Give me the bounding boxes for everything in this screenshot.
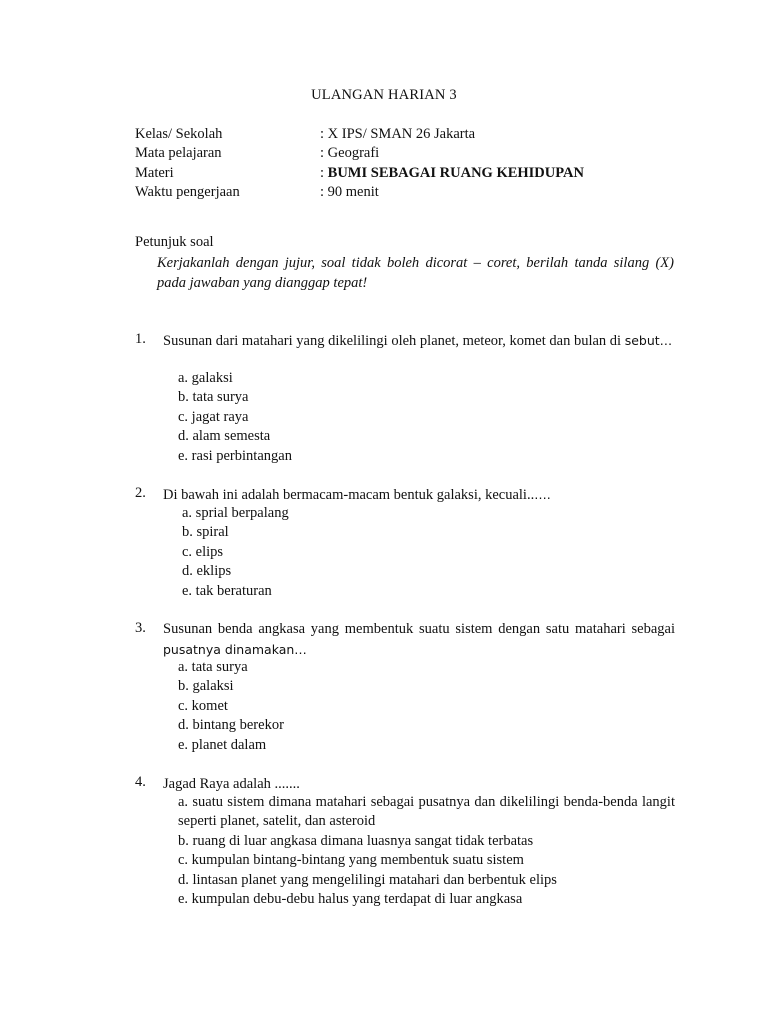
instructions-label: Petunjuk soal: [135, 234, 214, 250]
info-value: : BUMI SEBAGAI RUANG KEHIDUPAN: [320, 165, 584, 181]
info-value: : Geografi: [320, 145, 380, 161]
option-b: b. ruang di luar angkasa dimana luasnya sangat tidak terbatas: [178, 832, 534, 849]
page-title: ULANGAN HARIAN 3: [311, 87, 457, 103]
option-d: d. bintang berekor: [178, 717, 284, 734]
option-d: d. alam semesta: [178, 428, 271, 445]
question-number: 2.: [135, 485, 146, 501]
options-list: [178, 658, 675, 755]
question-number: 3.: [135, 620, 146, 636]
question-text: Jagad Raya adalah .......: [163, 776, 300, 792]
option-a: a. galaksi: [178, 370, 233, 386]
option-c: c. elips: [182, 543, 224, 560]
info-label: Waktu pengerjaan: [135, 184, 240, 200]
option-d: d. eklips: [182, 563, 232, 580]
option-a: a. sprial berpalang: [182, 505, 289, 521]
question-number: 1.: [135, 331, 146, 347]
options-list: [178, 369, 675, 466]
option-b: b. galaksi: [178, 678, 234, 695]
option-b: b. spiral: [182, 524, 229, 541]
question-number: 4.: [135, 774, 146, 790]
option-c: c. komet: [178, 697, 228, 714]
options-list: [182, 504, 679, 601]
option-b: b. tata surya: [178, 389, 249, 406]
option-e: e. planet dalam: [178, 736, 267, 753]
option-c: c. jagat raya: [178, 408, 249, 425]
option-a: a. suatu sistem dimana matahari sebagai pusatnya dan dikelilingi benda-benda langit seperti planet, satelit, dan asteroid: [178, 794, 675, 830]
instructions-text: Kerjakanlah dengan jujur, soal tidak boleh dicorat – coret, berilah tanda silang (X) pada jawaban yang dianggap tepat!: [157, 255, 674, 291]
option-a: a. tata surya: [178, 659, 248, 675]
option-e: e. kumpulan debu-debu halus yang terdapat di luar angkasa: [178, 891, 523, 908]
info-label: Kelas/ Sekolah: [135, 126, 223, 142]
option-e: e. tak beraturan: [182, 582, 272, 599]
options-list: [178, 793, 675, 909]
info-value: : X IPS/ SMAN 26 Jakarta: [320, 126, 476, 142]
option-d: d. lintasan planet yang mengelilingi matahari dan berbentuk elips: [178, 871, 557, 888]
info-label: Mata pelajaran: [135, 145, 222, 161]
info-value: : 90 menit: [320, 184, 379, 200]
question-text: Susunan benda angkasa yang membentuk suatu sistem dengan satu matahari sebagai pusatnya dinamakan…: [163, 621, 675, 657]
option-e: e. rasi perbintangan: [178, 447, 292, 464]
question-text: Susunan dari matahari yang dikelilingi oleh planet, meteor, komet dan bulan di sebut…: [163, 333, 673, 349]
option-c: c. kumpulan bintang-bintang yang membentuk suatu sistem: [178, 852, 524, 869]
question-text: Di bawah ini adalah bermacam-macam bentuk galaksi, kecuali..….: [163, 487, 551, 503]
info-label: Materi: [135, 165, 174, 181]
